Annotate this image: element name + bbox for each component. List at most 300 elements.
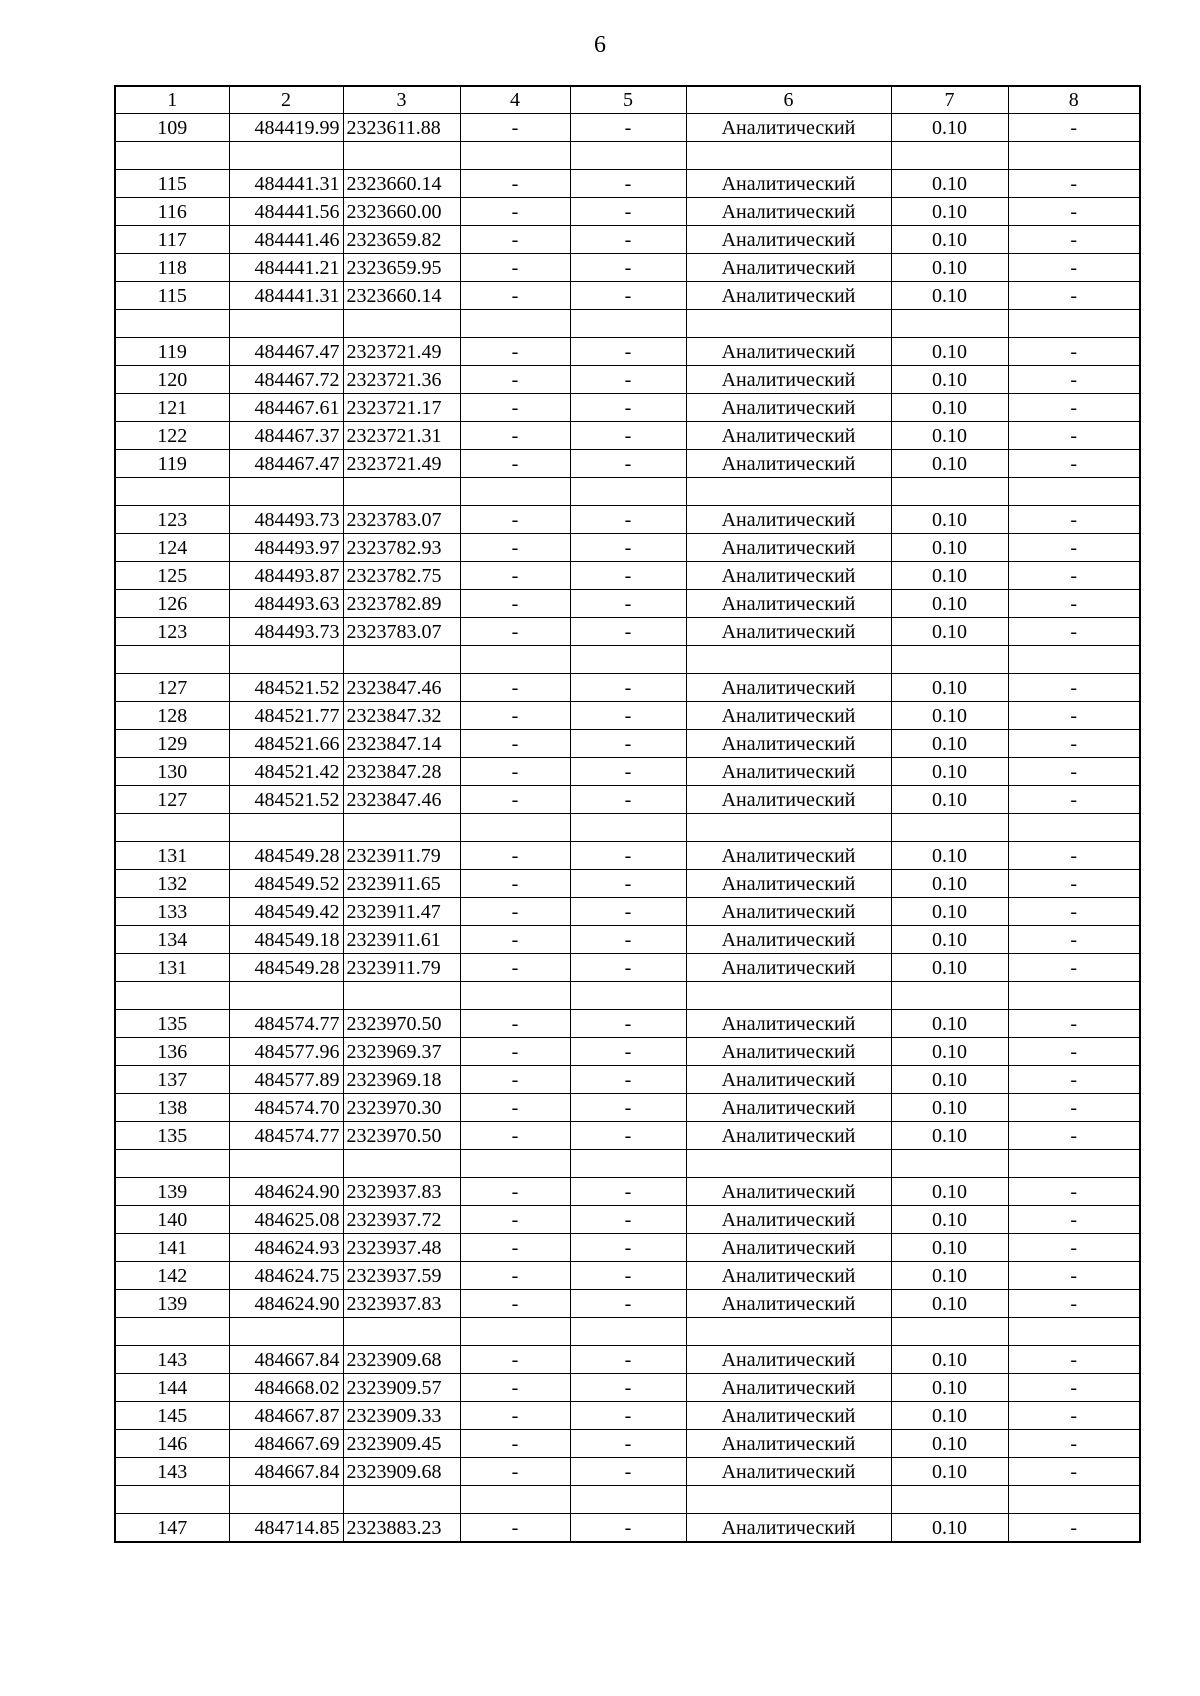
col-8-value: - (1008, 506, 1140, 534)
col-8-value: - (1008, 282, 1140, 310)
col-4-value: - (460, 450, 570, 478)
accuracy: 0.10 (891, 114, 1008, 142)
point-number (115, 982, 229, 1010)
point-number (115, 478, 229, 506)
col-4-value (460, 1150, 570, 1178)
point-number: 131 (115, 954, 229, 982)
col-4-value: - (460, 366, 570, 394)
coord-x (229, 982, 343, 1010)
col-4-value: - (460, 758, 570, 786)
table-row (115, 842, 1140, 870)
coord-x: 484625.08 (229, 1206, 343, 1234)
method: Аналитический (686, 1122, 891, 1150)
method (686, 142, 891, 170)
method: Аналитический (686, 282, 891, 310)
method: Аналитический (686, 198, 891, 226)
table-row (115, 338, 1140, 366)
method: Аналитический (686, 1038, 891, 1066)
coord-y: 2323783.07 (343, 506, 460, 534)
coord-y: 2323782.89 (343, 590, 460, 618)
col-8-value (1008, 646, 1140, 674)
col-4-value: - (460, 590, 570, 618)
coord-x: 484467.47 (229, 450, 343, 478)
col-5-value: - (570, 1290, 686, 1318)
point-number: 140 (115, 1206, 229, 1234)
coord-x: 484577.96 (229, 1038, 343, 1066)
coord-y: 2323911.79 (343, 954, 460, 982)
coord-y: 2323659.95 (343, 254, 460, 282)
point-number: 143 (115, 1346, 229, 1374)
col-8-value: - (1008, 870, 1140, 898)
table-row (115, 534, 1140, 562)
accuracy: 0.10 (891, 338, 1008, 366)
coord-x: 484667.84 (229, 1458, 343, 1486)
col-5-value: - (570, 1066, 686, 1094)
col-8-value: - (1008, 786, 1140, 814)
col-4-value: - (460, 534, 570, 562)
col-8-value (1008, 142, 1140, 170)
coord-x: 484441.21 (229, 254, 343, 282)
coord-y: 2323782.93 (343, 534, 460, 562)
accuracy: 0.10 (891, 534, 1008, 562)
coord-x: 484467.61 (229, 394, 343, 422)
col-4-value (460, 478, 570, 506)
coord-y: 2323611.88 (343, 114, 460, 142)
accuracy (891, 1486, 1008, 1514)
coord-y: 2323660.14 (343, 170, 460, 198)
point-number (115, 1150, 229, 1178)
col-5-value: - (570, 1346, 686, 1374)
coord-x: 484624.90 (229, 1178, 343, 1206)
table-body (115, 86, 1140, 1542)
table-row (115, 1066, 1140, 1094)
col-5-value: - (570, 338, 686, 366)
coord-x: 484521.52 (229, 786, 343, 814)
accuracy (891, 814, 1008, 842)
point-number: 128 (115, 702, 229, 730)
point-number: 123 (115, 506, 229, 534)
col-8-value: - (1008, 842, 1140, 870)
table-row (115, 590, 1140, 618)
accuracy: 0.10 (891, 1234, 1008, 1262)
accuracy: 0.10 (891, 254, 1008, 282)
point-number: 119 (115, 338, 229, 366)
table-row (115, 198, 1140, 226)
method: Аналитический (686, 422, 891, 450)
point-number: 145 (115, 1402, 229, 1430)
coord-x: 484574.77 (229, 1122, 343, 1150)
point-number: 134 (115, 926, 229, 954)
point-number: 139 (115, 1290, 229, 1318)
accuracy: 0.10 (891, 1514, 1008, 1543)
col-4-value: - (460, 1346, 570, 1374)
accuracy: 0.10 (891, 702, 1008, 730)
table-row (115, 1234, 1140, 1262)
point-number: 123 (115, 618, 229, 646)
col-8-value: - (1008, 534, 1140, 562)
col-8-value: - (1008, 198, 1140, 226)
method: Аналитический (686, 1262, 891, 1290)
method: Аналитический (686, 842, 891, 870)
point-number: 115 (115, 170, 229, 198)
col-4-value: - (460, 842, 570, 870)
col-5-value: - (570, 198, 686, 226)
method (686, 1486, 891, 1514)
col-5-value: - (570, 422, 686, 450)
col-5-value: - (570, 1178, 686, 1206)
col-4-value: - (460, 1234, 570, 1262)
col-5-value: - (570, 674, 686, 702)
coord-y: 2323660.00 (343, 198, 460, 226)
table-row (115, 674, 1140, 702)
accuracy: 0.10 (891, 366, 1008, 394)
method: Аналитический (686, 1514, 891, 1543)
col-4-value: - (460, 926, 570, 954)
method: Аналитический (686, 730, 891, 758)
col-8-value (1008, 310, 1140, 338)
coord-x: 484441.31 (229, 170, 343, 198)
accuracy: 0.10 (891, 926, 1008, 954)
coord-x: 484521.52 (229, 674, 343, 702)
method: Аналитический (686, 1374, 891, 1402)
method: Аналитический (686, 1094, 891, 1122)
coord-y: 2323721.36 (343, 366, 460, 394)
col-5-value: - (570, 758, 686, 786)
table-row (115, 1122, 1140, 1150)
point-number: 118 (115, 254, 229, 282)
table-row (115, 254, 1140, 282)
table-row (115, 282, 1140, 310)
table-row (115, 1346, 1140, 1374)
coord-y: 2323721.49 (343, 338, 460, 366)
table-row (115, 226, 1140, 254)
table-row (115, 1010, 1140, 1038)
col-5-value: - (570, 1374, 686, 1402)
point-number: 136 (115, 1038, 229, 1066)
point-number (115, 310, 229, 338)
coord-y (343, 142, 460, 170)
col-8-value: - (1008, 1122, 1140, 1150)
coordinates-table (114, 85, 1141, 1543)
method: Аналитический (686, 562, 891, 590)
col-8-value: - (1008, 1514, 1140, 1543)
point-number: 109 (115, 114, 229, 142)
col-4-value: - (460, 898, 570, 926)
point-number: 127 (115, 786, 229, 814)
col-4-value: - (460, 1262, 570, 1290)
col-4-value (460, 1318, 570, 1346)
coord-x: 484441.46 (229, 226, 343, 254)
table-row (115, 702, 1140, 730)
col-4-value: - (460, 254, 570, 282)
col-5-value: - (570, 1430, 686, 1458)
col-8-value: - (1008, 590, 1140, 618)
point-number: 147 (115, 1514, 229, 1543)
coord-y: 2323721.17 (343, 394, 460, 422)
table-row (115, 870, 1140, 898)
coord-y: 2323660.14 (343, 282, 460, 310)
col-5-value: - (570, 1234, 686, 1262)
coord-y: 2323970.50 (343, 1122, 460, 1150)
point-number (115, 646, 229, 674)
col-4-value: - (460, 1514, 570, 1543)
point-number: 137 (115, 1066, 229, 1094)
point-number (115, 142, 229, 170)
col-5-value: - (570, 450, 686, 478)
col-4-header: 4 (460, 86, 570, 114)
method (686, 310, 891, 338)
coord-y: 2323937.59 (343, 1262, 460, 1290)
col-4-value: - (460, 1290, 570, 1318)
point-number: 138 (115, 1094, 229, 1122)
accuracy (891, 982, 1008, 1010)
method: Аналитический (686, 1066, 891, 1094)
table-row (115, 1178, 1140, 1206)
coord-x: 484493.73 (229, 618, 343, 646)
col-8-value: - (1008, 422, 1140, 450)
accuracy (891, 646, 1008, 674)
coord-y: 2323782.75 (343, 562, 460, 590)
accuracy: 0.10 (891, 1430, 1008, 1458)
col-8-value: - (1008, 366, 1140, 394)
method: Аналитический (686, 450, 891, 478)
method (686, 814, 891, 842)
col-8-value: - (1008, 1290, 1140, 1318)
col-8-value (1008, 1150, 1140, 1178)
coord-x: 484667.84 (229, 1346, 343, 1374)
coord-x: 484574.70 (229, 1094, 343, 1122)
coord-y: 2323911.79 (343, 842, 460, 870)
method: Аналитический (686, 954, 891, 982)
accuracy (891, 1318, 1008, 1346)
point-number: 135 (115, 1010, 229, 1038)
col-8-value: - (1008, 618, 1140, 646)
col-4-value: - (460, 1430, 570, 1458)
coord-x: 484467.37 (229, 422, 343, 450)
col-8-value: - (1008, 1402, 1140, 1430)
point-number (115, 1486, 229, 1514)
accuracy: 0.10 (891, 1206, 1008, 1234)
table-row (115, 926, 1140, 954)
point-number: 144 (115, 1374, 229, 1402)
col-5-value: - (570, 590, 686, 618)
coord-y: 2323911.61 (343, 926, 460, 954)
coord-y: 2323847.14 (343, 730, 460, 758)
table-row (115, 170, 1140, 198)
method: Аналитический (686, 1206, 891, 1234)
col-5-value (570, 1318, 686, 1346)
method: Аналитический (686, 394, 891, 422)
col-5-value: - (570, 1010, 686, 1038)
point-number: 139 (115, 1178, 229, 1206)
coord-y (343, 1150, 460, 1178)
method: Аналитический (686, 786, 891, 814)
accuracy: 0.10 (891, 870, 1008, 898)
method: Аналитический (686, 870, 891, 898)
coord-x: 484521.66 (229, 730, 343, 758)
col-8-value: - (1008, 1346, 1140, 1374)
col-5-value: - (570, 870, 686, 898)
accuracy: 0.10 (891, 1346, 1008, 1374)
col-4-value: - (460, 1402, 570, 1430)
coord-x: 484667.87 (229, 1402, 343, 1430)
col-5-value: - (570, 506, 686, 534)
coord-x: 484549.52 (229, 870, 343, 898)
accuracy: 0.10 (891, 1122, 1008, 1150)
method (686, 646, 891, 674)
col-4-value: - (460, 1122, 570, 1150)
col-8-value: - (1008, 1066, 1140, 1094)
table-separator-row (115, 1318, 1140, 1346)
point-number: 129 (115, 730, 229, 758)
col-4-value (460, 1486, 570, 1514)
point-number: 116 (115, 198, 229, 226)
table-header-row (115, 86, 1140, 114)
method (686, 982, 891, 1010)
col-5-value: - (570, 562, 686, 590)
table-row (115, 1206, 1140, 1234)
coord-x: 484624.93 (229, 1234, 343, 1262)
coord-y: 2323783.07 (343, 618, 460, 646)
accuracy: 0.10 (891, 170, 1008, 198)
accuracy: 0.10 (891, 618, 1008, 646)
method: Аналитический (686, 674, 891, 702)
table-row (115, 1514, 1140, 1543)
col-5-value (570, 982, 686, 1010)
table-row (115, 422, 1140, 450)
coord-y: 2323970.30 (343, 1094, 460, 1122)
table-separator-row (115, 1150, 1140, 1178)
col-5-value: - (570, 254, 686, 282)
coord-x: 484441.56 (229, 198, 343, 226)
col-4-value: - (460, 114, 570, 142)
method: Аналитический (686, 758, 891, 786)
col-5-value: - (570, 1038, 686, 1066)
col-8-value: - (1008, 1038, 1140, 1066)
coord-x: 484493.73 (229, 506, 343, 534)
coord-x: 484419.99 (229, 114, 343, 142)
point-number: 143 (115, 1458, 229, 1486)
point-number: 120 (115, 366, 229, 394)
accuracy: 0.10 (891, 1094, 1008, 1122)
coord-x (229, 1150, 343, 1178)
coord-y (343, 1318, 460, 1346)
coord-y (343, 1486, 460, 1514)
table-separator-row (115, 1486, 1140, 1514)
coord-y (343, 982, 460, 1010)
accuracy: 0.10 (891, 590, 1008, 618)
col-8-value: - (1008, 170, 1140, 198)
coord-x: 484624.75 (229, 1262, 343, 1290)
point-number: 142 (115, 1262, 229, 1290)
coord-x: 484549.28 (229, 954, 343, 982)
method: Аналитический (686, 170, 891, 198)
point-number (115, 1318, 229, 1346)
col-4-value: - (460, 870, 570, 898)
coord-y: 2323909.68 (343, 1346, 460, 1374)
col-8-value: - (1008, 1262, 1140, 1290)
coord-y: 2323721.49 (343, 450, 460, 478)
accuracy: 0.10 (891, 226, 1008, 254)
col-8-value: - (1008, 562, 1140, 590)
table-row (115, 758, 1140, 786)
point-number: 122 (115, 422, 229, 450)
coord-y: 2323937.48 (343, 1234, 460, 1262)
col-8-value: - (1008, 1458, 1140, 1486)
accuracy: 0.10 (891, 394, 1008, 422)
coord-x (229, 1318, 343, 1346)
coord-x: 484467.72 (229, 366, 343, 394)
table-row (115, 898, 1140, 926)
table-row (115, 394, 1140, 422)
point-number: 131 (115, 842, 229, 870)
coord-y: 2323909.57 (343, 1374, 460, 1402)
point-number: 127 (115, 674, 229, 702)
accuracy: 0.10 (891, 842, 1008, 870)
accuracy: 0.10 (891, 506, 1008, 534)
col-8-value: - (1008, 758, 1140, 786)
col-4-value: - (460, 506, 570, 534)
method: Аналитический (686, 1430, 891, 1458)
table-row (115, 562, 1140, 590)
coord-x: 484467.47 (229, 338, 343, 366)
coord-x: 484714.85 (229, 1514, 343, 1543)
coord-y: 2323909.33 (343, 1402, 460, 1430)
method: Аналитический (686, 114, 891, 142)
coord-y: 2323911.47 (343, 898, 460, 926)
accuracy: 0.10 (891, 786, 1008, 814)
col-8-value: - (1008, 1374, 1140, 1402)
accuracy: 0.10 (891, 1262, 1008, 1290)
coord-y (343, 646, 460, 674)
col-4-value: - (460, 1374, 570, 1402)
point-number: 125 (115, 562, 229, 590)
method (686, 1318, 891, 1346)
accuracy (891, 478, 1008, 506)
col-4-value: - (460, 198, 570, 226)
coord-x: 484493.87 (229, 562, 343, 590)
col-5-value: - (570, 898, 686, 926)
col-5-value (570, 142, 686, 170)
point-number: 135 (115, 1122, 229, 1150)
table-row (115, 450, 1140, 478)
col-5-value: - (570, 1514, 686, 1543)
col-5-value: - (570, 1122, 686, 1150)
col-8-value: - (1008, 898, 1140, 926)
accuracy: 0.10 (891, 1178, 1008, 1206)
col-4-value (460, 814, 570, 842)
col-3-header: 3 (343, 86, 460, 114)
col-5-header: 5 (570, 86, 686, 114)
coord-y: 2323847.46 (343, 786, 460, 814)
col-4-value: - (460, 702, 570, 730)
accuracy: 0.10 (891, 674, 1008, 702)
col-5-value: - (570, 534, 686, 562)
col-4-value: - (460, 786, 570, 814)
col-5-value: - (570, 1262, 686, 1290)
method: Аналитический (686, 1010, 891, 1038)
col-8-value: - (1008, 226, 1140, 254)
col-5-value: - (570, 954, 686, 982)
table-separator-row (115, 646, 1140, 674)
col-8-value: - (1008, 1206, 1140, 1234)
col-5-value: - (570, 1094, 686, 1122)
col-8-value: - (1008, 674, 1140, 702)
table-row (115, 506, 1140, 534)
col-8-value (1008, 1486, 1140, 1514)
accuracy (891, 1150, 1008, 1178)
coord-y: 2323970.50 (343, 1010, 460, 1038)
